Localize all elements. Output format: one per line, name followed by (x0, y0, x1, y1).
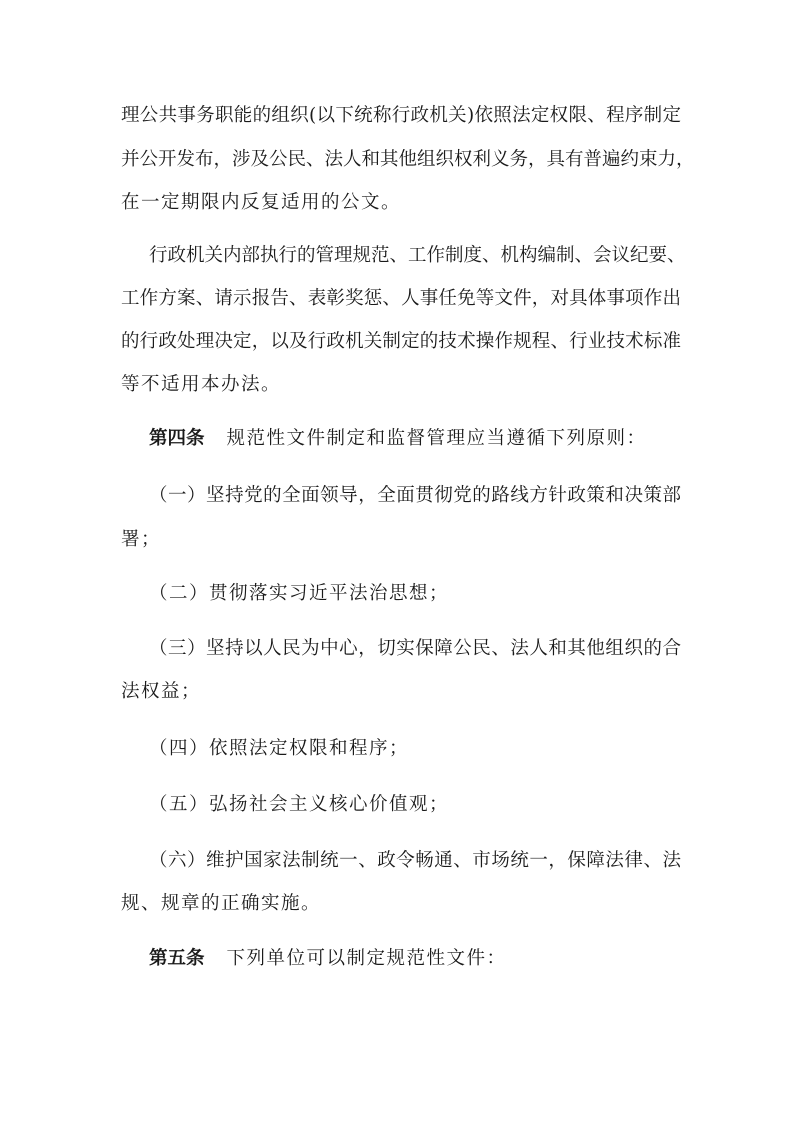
article-4-text: 规范性文件制定和监督管理应当遵循下列原则： (226, 428, 647, 449)
paragraph-2-line-2: 工作方案、请示报告、表彰奖惩、人事任免等文件，对具体事项作出 (121, 288, 681, 309)
paragraph-1-line-2: 并公开发布，涉及公民、法人和其他组织权利义务，具有普遍约束力， (121, 149, 695, 170)
article-5-text: 下列单位可以制定规范性文件： (226, 948, 507, 969)
principle-5: （五）弘扬社会主义核心价值观； (149, 794, 450, 815)
article-5-label: 第五条 (149, 948, 205, 969)
paragraph-2-line-4: 等不适用本办法。 (121, 374, 282, 395)
paragraph-1-line-1: 理公共事务职能的组织(以下统称行政机关)依照法定权限、程序制定 (121, 105, 681, 126)
principle-3-line-1: （三）坚持以人民为中心，切实保障公民、法人和其他组织的合 (149, 638, 681, 659)
principle-6-line-2: 规、规章的正确实施。 (121, 893, 322, 914)
article-4-heading (149, 426, 681, 452)
article-5-heading (149, 946, 681, 972)
principle-6-line-1: （六）维护国家法制统一、政令畅通、市场统一，保障法律、法 (149, 850, 681, 871)
principle-3-line-2: 法权益； (121, 681, 202, 702)
principle-2: （二）贯彻落实习近平法治思想； (149, 583, 450, 604)
paragraph-2-line-3: 的行政处理决定，以及行政机关制定的技术操作规程、行业技术标准 (121, 331, 681, 352)
article-4-label: 第四条 (149, 428, 205, 449)
principle-4: （四）依照法定权限和程序； (149, 738, 410, 759)
principle-1-line-1: （一）坚持党的全面领导，全面贯彻党的路线方针政策和决策部 (149, 485, 681, 506)
paragraph-2-line-1: 行政机关内部执行的管理规范、工作制度、机构编制、会议纪要、 (149, 245, 686, 266)
paragraph-1-line-3: 在一定期限内反复适用的公文。 (121, 192, 402, 213)
principle-1-line-2: 署； (121, 529, 162, 550)
